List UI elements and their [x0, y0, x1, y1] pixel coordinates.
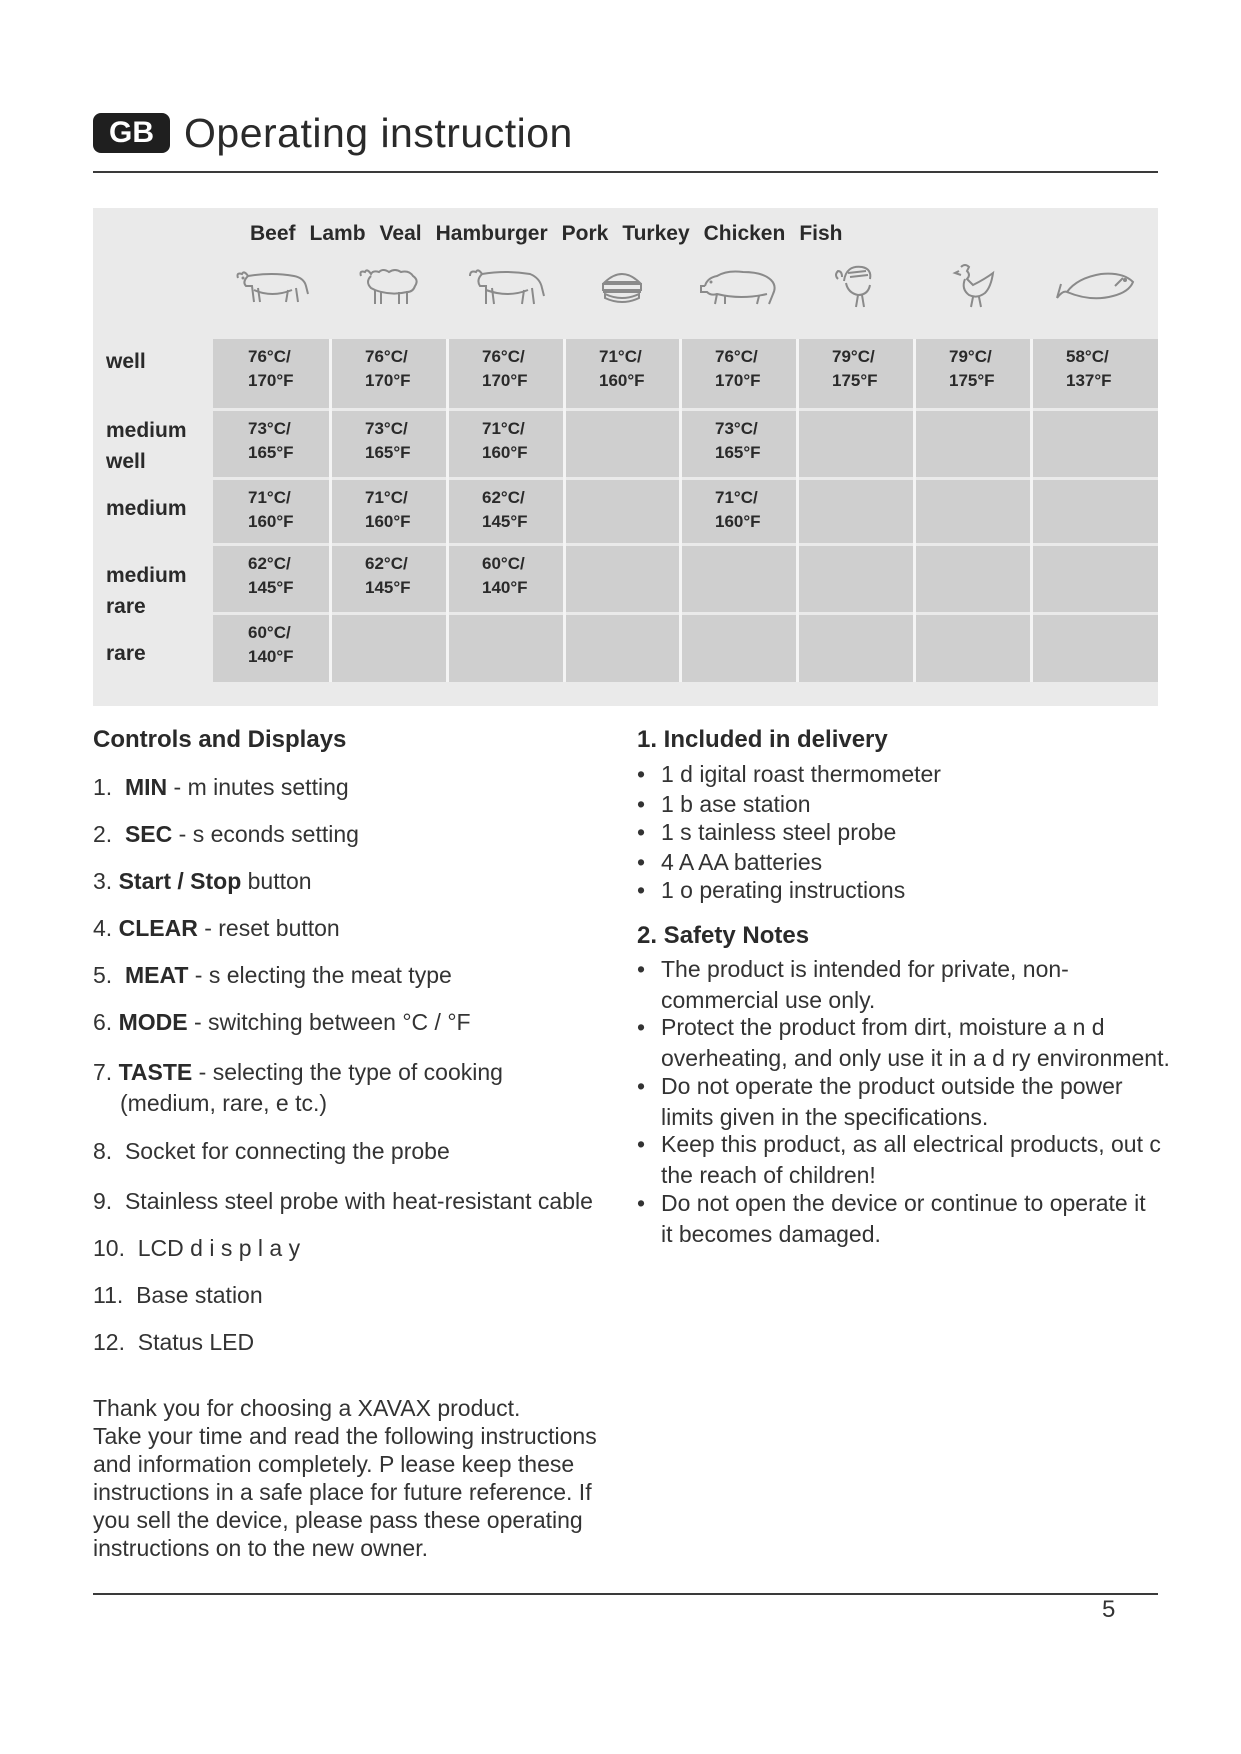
list-item: 6. MODE - switching between °C / °F: [93, 1009, 471, 1035]
pig-icon: [680, 258, 797, 314]
temp-cell: 76°C/ 170°F: [680, 339, 797, 408]
temp-cell: [1031, 546, 1158, 612]
turkey-icon: [797, 258, 914, 314]
table-row: [213, 615, 1158, 682]
header-rule: [93, 171, 1158, 173]
temp-cell: [564, 480, 680, 543]
sheep-icon: [330, 258, 447, 314]
language-badge: GB: [93, 113, 170, 153]
list-item: 10. LCD d i s p l a y: [93, 1235, 301, 1261]
footer-rule: [93, 1593, 1158, 1595]
chicken-icon: [914, 258, 1031, 314]
controls-heading: Controls and Displays: [93, 726, 347, 753]
temp-cell: 79°C/ 175°F: [797, 339, 914, 408]
temp-cell: 76°C/ 170°F: [213, 339, 330, 408]
temp-cell: [797, 615, 914, 682]
column-divider: [563, 339, 566, 682]
meat-name: Turkey: [622, 222, 690, 245]
calf-icon: [447, 258, 564, 314]
doneness-label-rare: rare: [106, 642, 146, 665]
meat-names-row: [250, 222, 843, 246]
temp-cell: 60°C/ 140°F: [447, 546, 564, 612]
column-divider: [1030, 339, 1033, 682]
list-item: 3. Start / Stop button: [93, 868, 312, 894]
delivery-heading: 1. Included in delivery: [637, 726, 888, 753]
temp-cell: 73°C/ 165°F: [680, 411, 797, 477]
list-item: • Protect the product from dirt, moisture a n d overheating, and only use it in a d ry environment.: [637, 1014, 1170, 1071]
list-item: • Do not open the device or continue to operate it it becomes damaged.: [637, 1190, 1146, 1247]
list-item: 7. TASTE - selecting the type of cooking: [93, 1059, 503, 1085]
page-header: [93, 105, 573, 161]
page-title: Operating instruction: [184, 109, 573, 156]
page-number: 5: [1102, 1596, 1116, 1623]
temp-cell: 71°C/ 160°F: [680, 480, 797, 543]
temp-cell: 62°C/ 145°F: [447, 480, 564, 543]
temp-cell: [564, 546, 680, 612]
controls-section: [93, 726, 653, 1561]
safety-heading: 2. Safety Notes: [637, 922, 810, 949]
temp-cell: [680, 546, 797, 612]
hamburger-icon: [564, 258, 680, 314]
temp-cell: [330, 615, 447, 682]
table-row: [213, 411, 1158, 477]
temp-cell: [1031, 411, 1158, 477]
list-item: 12. Status LED: [93, 1329, 255, 1355]
meat-name: Beef: [250, 222, 296, 245]
temp-cell: [914, 546, 1031, 612]
right-column: [637, 726, 1197, 1247]
list-item: • 1 d igital roast thermometer: [637, 761, 941, 787]
temp-cell: [797, 411, 914, 477]
temp-cell: 71°C/ 160°F: [447, 411, 564, 477]
temp-cell: [1031, 480, 1158, 543]
table-row: [213, 339, 1158, 408]
list-item: • 1 b ase station: [637, 791, 811, 817]
temp-cell: 73°C/ 165°F: [213, 411, 330, 477]
temp-cell: 71°C/ 160°F: [330, 480, 447, 543]
fish-icon: [1031, 258, 1158, 314]
column-divider: [913, 339, 916, 682]
list-item: 1. MIN - m inutes setting: [93, 774, 349, 800]
doneness-label-medium: medium: [106, 497, 187, 520]
column-divider: [446, 339, 449, 682]
doneness-label-well: well: [106, 350, 146, 373]
temp-cell: [1031, 615, 1158, 682]
list-item: 8. Socket for connecting the probe: [93, 1138, 450, 1164]
list-item: • The product is intended for private, non- commercial use only.: [637, 956, 1069, 1013]
meat-name: Hamburger: [435, 222, 548, 245]
column-divider: [796, 339, 799, 682]
temp-cell: [564, 411, 680, 477]
list-item: • Keep this product, as all electrical products, out c the reach of children!: [637, 1131, 1161, 1188]
meat-name: Fish: [799, 222, 843, 245]
table-row: [213, 480, 1158, 543]
temp-cell: [914, 615, 1031, 682]
temp-cell: [680, 615, 797, 682]
doneness-label-medium-well: medium well: [106, 419, 187, 473]
temp-cell: 79°C/ 175°F: [914, 339, 1031, 408]
temp-cell: 76°C/ 170°F: [447, 339, 564, 408]
temp-cell: [797, 546, 914, 612]
list-item: • 4 A AA batteries: [637, 849, 823, 875]
intro-paragraph: Thank you for choosing a XAVAX product. Take your time and read the following instructions and information completely. P lease keep these instructions in a safe place for future reference. If you sell the device, please pass these operating instructions on to the new owner.: [93, 1395, 597, 1561]
temp-cell: 62°C/ 145°F: [213, 546, 330, 612]
temp-cell: [447, 615, 564, 682]
meat-name: Pork: [561, 222, 609, 245]
temp-cell: 71°C/ 160°F: [213, 480, 330, 543]
list-item: • 1 o perating instructions: [637, 877, 906, 903]
cow-icon: [213, 258, 330, 314]
list-item: 5. MEAT - s electing the meat type: [93, 962, 452, 988]
list-item: • 1 s tainless steel probe: [637, 819, 897, 845]
temp-cell: 71°C/ 160°F: [564, 339, 680, 408]
meat-name: Lamb: [309, 222, 366, 245]
temp-cell: 62°C/ 145°F: [330, 546, 447, 612]
column-divider: [329, 339, 332, 682]
temp-cell: [797, 480, 914, 543]
list-item: 2. SEC - s econds setting: [93, 821, 359, 847]
column-divider: [679, 339, 682, 682]
meat-name: Chicken: [703, 222, 786, 245]
list-item: • Do not operate the product outside the power limits given in the specifications.: [637, 1073, 1123, 1130]
temp-cell: 76°C/ 170°F: [330, 339, 447, 408]
list-item: 11. Base station: [93, 1282, 263, 1308]
table-row: [213, 546, 1158, 612]
list-item: (medium, rare, e tc.): [120, 1090, 328, 1116]
meat-temperature-table: [93, 208, 1158, 706]
temp-cell: [564, 615, 680, 682]
list-item: 9. Stainless steel probe with heat-resistant cable: [93, 1188, 593, 1214]
temp-cell: [914, 480, 1031, 543]
list-item: 4. CLEAR - reset button: [93, 915, 340, 941]
temp-cell: 60°C/ 140°F: [213, 615, 330, 682]
meat-name: Veal: [379, 222, 422, 245]
temp-cell: [914, 411, 1031, 477]
temp-cell: 58°C/ 137°F: [1031, 339, 1158, 408]
doneness-label-medium-rare: medium rare: [106, 564, 187, 618]
temp-cell: 73°C/ 165°F: [330, 411, 447, 477]
